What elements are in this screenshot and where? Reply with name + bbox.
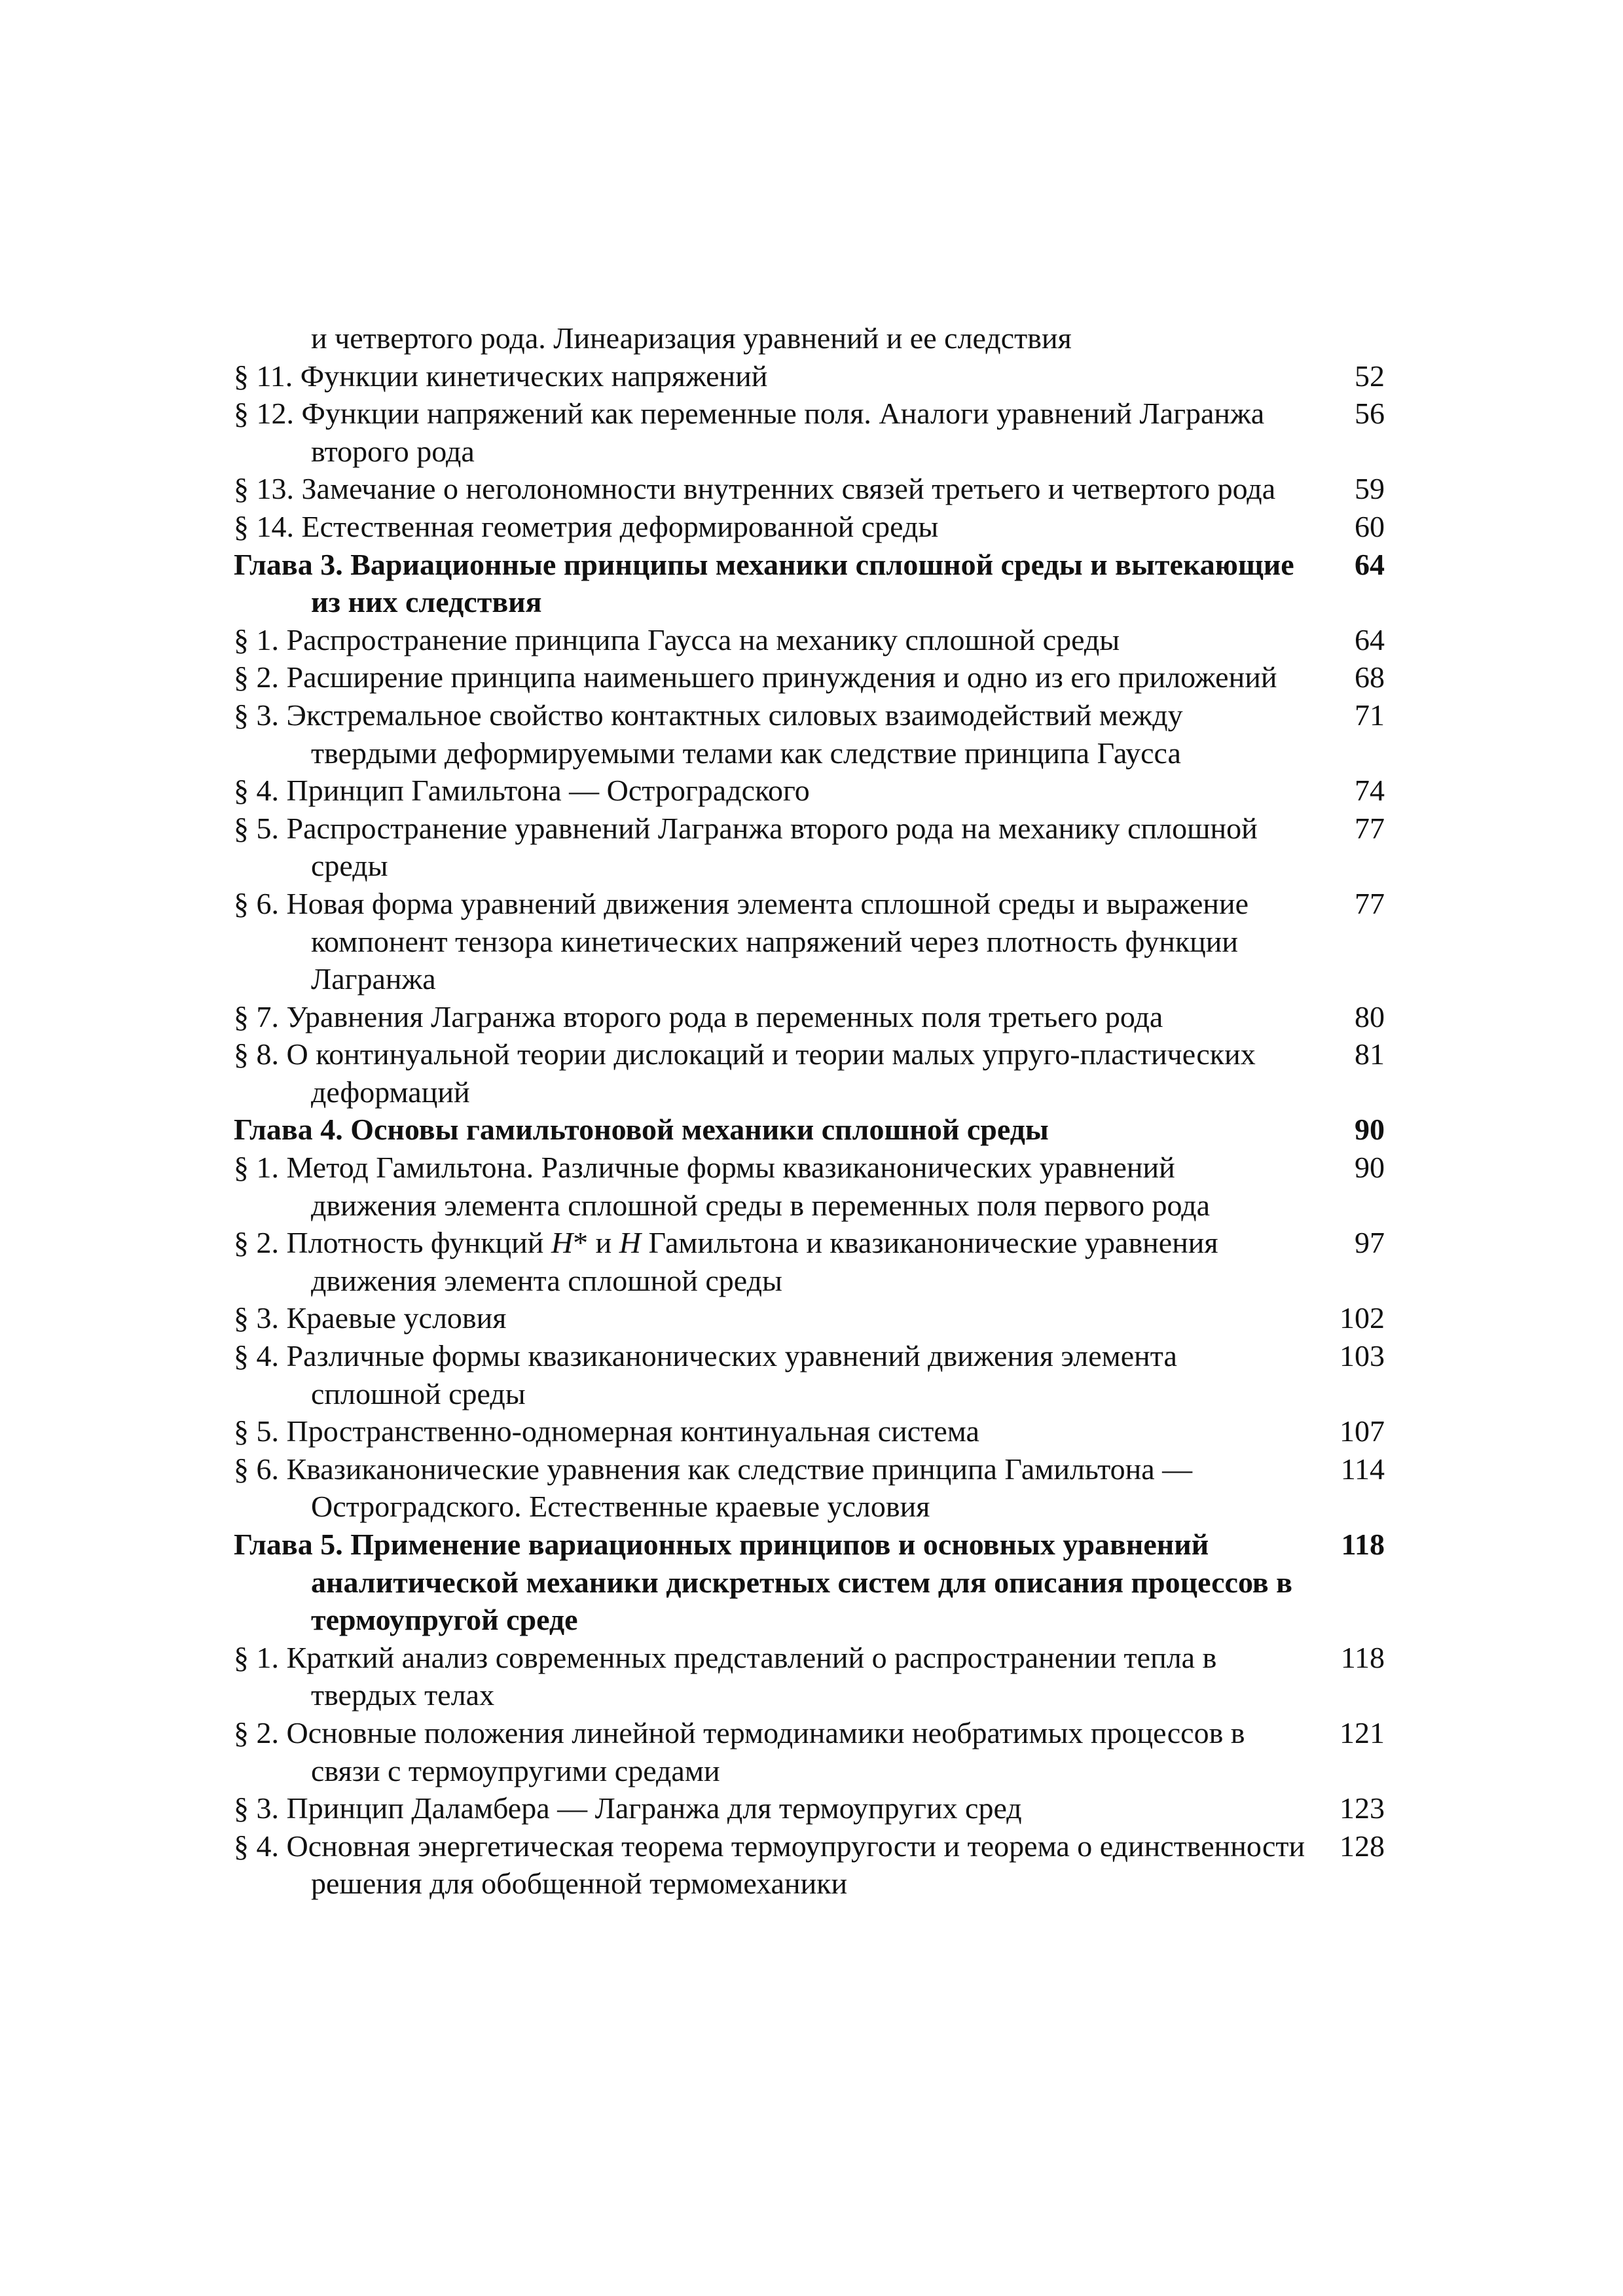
toc-entry-section (234, 621, 1385, 659)
toc-entry-section (234, 395, 1385, 470)
toc-page-number: 90 (1355, 1151, 1385, 1185)
toc-entry-text: § 12. Функции напряжений как переменные поля. Аналоги уравнений Лагранжа второго рода (234, 397, 1265, 468)
toc-entry-section (234, 810, 1385, 885)
toc-page-number: 118 (1340, 1640, 1385, 1674)
toc-entry-section (234, 1224, 1385, 1299)
toc-entry-section (234, 1789, 1385, 1827)
toc-chapter-title: Глава 3. Вариационные принципы механики сплошной среды и вытекающие из них следствия (234, 547, 1294, 619)
toc-entry-section (234, 1714, 1385, 1789)
toc-page-number: 77 (1355, 811, 1385, 845)
toc-entry-continuation (234, 319, 1385, 357)
toc-entry-section (234, 1149, 1385, 1224)
toc-entry-text: § 11. Функции кинетических напряжений (234, 359, 768, 393)
toc-entry-text: § 5. Распространение уравнений Лагранжа второго рода на механику сплошной среды (234, 811, 1258, 883)
toc-page-number: 80 (1355, 999, 1385, 1033)
toc-page-number: 71 (1355, 698, 1385, 732)
toc-page-number: 114 (1340, 1452, 1385, 1486)
toc-chapter-title: Глава 5. Применение вариационных принципов и основных уравнений аналитической механики дискретных систем для описания процессов в термоупругой среде (234, 1528, 1292, 1637)
toc-entry-text: § 6. Квазиканонические уравнения как следствие принципа Гамильтона — Остроградского. Естественные краевые условия (234, 1452, 1193, 1524)
toc-entry-section (234, 470, 1385, 508)
toc-page-number: 103 (1340, 1339, 1385, 1373)
toc-entry-section (234, 696, 1385, 772)
toc-page-number: 59 (1355, 472, 1385, 506)
toc-chapter-title: Глава 4. Основы гамильтоновой механики сплошной среды (234, 1113, 1049, 1147)
toc-text-part: § 2. Плотность функций (234, 1226, 551, 1260)
toc-entry-text: § 4. Различные формы квазиканонических уравнений движения элемента сплошной среды (234, 1339, 1177, 1410)
toc-entry-section (234, 1827, 1385, 1903)
toc-entry-section (234, 1639, 1385, 1714)
toc-entry-section (234, 1337, 1385, 1412)
toc-page-number: 90 (1355, 1113, 1385, 1147)
toc-page-number: 123 (1340, 1791, 1385, 1825)
toc-entry-text: § 2. Основные положения линейной термодинамики необратимых процессов в связи с термоупругими средами (234, 1715, 1245, 1787)
toc-page-number: 81 (1355, 1037, 1385, 1071)
toc-entry-text: § 8. О континуальной теории дислокаций и теории малых упруго-пластических деформаций (234, 1037, 1256, 1109)
toc-entry-text: § 3. Принцип Даламбера — Лагранжа для термоупругих сред (234, 1791, 1022, 1825)
toc-entry-text: и четвертого рода. Линеаризация уравнений и ее следствия (311, 321, 1072, 355)
toc-entry-text: § 5. Пространственно-одномерная континуальная система (234, 1414, 979, 1448)
toc-entry-section (234, 658, 1385, 696)
toc-entry-chapter (234, 1526, 1385, 1639)
toc-entry-text: § 6. Новая форма уравнений движения элемента сплошной среды и выражение компонент тензора кинетических напряжений через плотность функции Лагранжа (234, 886, 1249, 996)
toc-entry-section (234, 1412, 1385, 1450)
toc-entry-section (234, 885, 1385, 998)
toc-entry-text: § 1. Распространение принципа Гаусса на механику сплошной среды (234, 622, 1120, 656)
toc-page-number: 74 (1355, 774, 1385, 808)
toc-page-number: 107 (1340, 1414, 1385, 1448)
toc-entry-text: § 3. Краевые условия (234, 1301, 507, 1335)
toc-page-number: 60 (1355, 509, 1385, 543)
toc-entry-chapter (234, 546, 1385, 621)
toc-page-number: 121 (1340, 1715, 1385, 1749)
toc-entry-section (234, 1299, 1385, 1337)
toc-entry-section (234, 1450, 1385, 1526)
toc-page-number: 97 (1355, 1226, 1385, 1260)
toc-page-number: 52 (1355, 359, 1385, 393)
toc-entry-text: § 4. Основная энергетическая теорема термоупругости и теорема о единственности решения для обобщенной термомеханики (234, 1829, 1305, 1901)
table-of-contents (234, 319, 1385, 1903)
toc-entry-text: § 1. Краткий анализ современных представлений о распространении тепла в твердых телах (234, 1640, 1217, 1712)
toc-entry-section (234, 508, 1385, 546)
symbol-h: H (619, 1226, 642, 1260)
toc-entry-text: § 1. Метод Гамильтона. Различные формы квазиканонических уравнений движения элемента сплошной среды в переменных поля первого рода (234, 1151, 1211, 1222)
toc-entry-text: § 4. Принцип Гамильтона — Остроградского (234, 774, 810, 808)
toc-entry-section (234, 998, 1385, 1036)
toc-entry-text: § 3. Экстремальное свойство контактных силовых взаимодействий между твердыми деформируемыми телами как следствие принципа Гаусса (234, 698, 1183, 770)
toc-page-number: 118 (1341, 1528, 1385, 1561)
toc-entry-chapter (234, 1111, 1385, 1149)
toc-entry-section (234, 772, 1385, 810)
toc-entry-text: § 2. Расширение принципа наименьшего принуждения и одно из его приложений (234, 660, 1277, 694)
toc-page-number: 64 (1355, 547, 1385, 581)
toc-entry-section (234, 357, 1385, 395)
toc-page-number: 68 (1355, 660, 1385, 694)
toc-page-number: 128 (1340, 1829, 1385, 1863)
toc-text-part: Гамильтона и квазиканонические уравнения движения элемента сплошной среды (311, 1226, 1218, 1297)
toc-text-part: * и (573, 1226, 619, 1260)
toc-entry-text: § 7. Уравнения Лагранжа второго рода в переменных поля третьего рода (234, 999, 1163, 1033)
toc-entry-text: § 13. Замечание о неголономности внутренних связей третьего и четвертого рода (234, 472, 1276, 506)
symbol-h-star: H (551, 1226, 574, 1260)
toc-entry-text: § 14. Естественная геометрия деформированной среды (234, 509, 939, 543)
toc-page-number: 77 (1355, 886, 1385, 920)
toc-entry-section (234, 1035, 1385, 1111)
toc-page-number: 56 (1355, 397, 1385, 431)
toc-entry-text (234, 1224, 1385, 1299)
toc-page-number: 64 (1355, 622, 1385, 656)
toc-page-number: 102 (1340, 1301, 1385, 1335)
